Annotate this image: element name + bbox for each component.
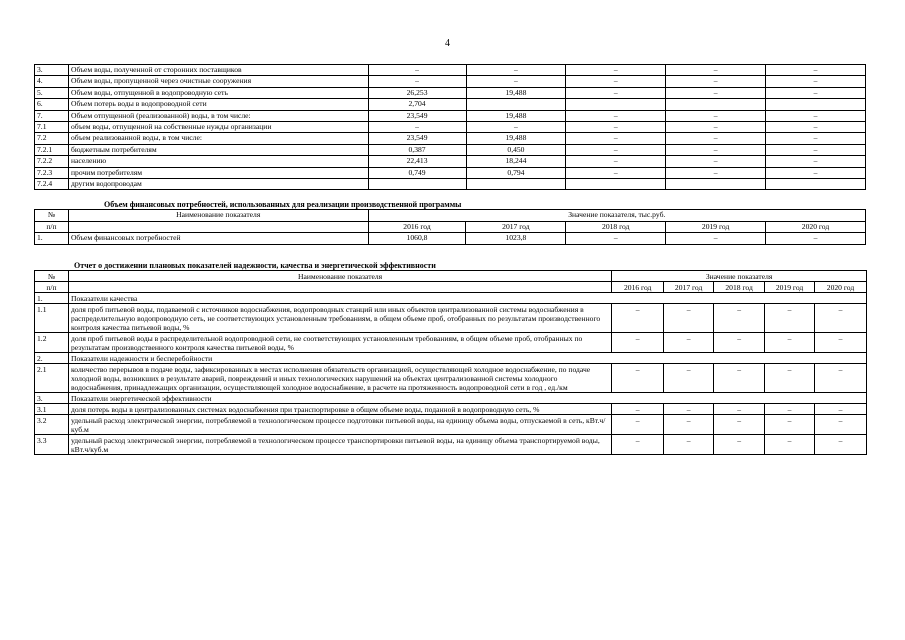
row-value — [666, 99, 766, 110]
row-value: – — [666, 87, 766, 98]
row-value: 23,549 — [368, 110, 466, 121]
row-value: – — [664, 304, 714, 333]
row-value: – — [666, 121, 766, 132]
row-number: 7.2.4 — [35, 178, 69, 189]
row-value: – — [766, 156, 866, 167]
row-value: – — [666, 110, 766, 121]
row-value: – — [714, 364, 765, 393]
row-value: – — [815, 364, 867, 393]
row-value — [766, 99, 866, 110]
year-header: 2019 год — [666, 221, 766, 233]
row-value: – — [566, 144, 666, 155]
report-header-row — [35, 271, 867, 282]
row-value: – — [766, 65, 866, 76]
row-value: 19,488 — [466, 87, 566, 98]
row-value: – — [765, 364, 815, 393]
table-row — [35, 435, 867, 455]
row-name: населению — [68, 156, 368, 167]
row-value: 0,794 — [466, 167, 566, 178]
row-value: – — [664, 415, 714, 435]
row-name: Объем воды, отпущенной в водопроводную сеть — [68, 87, 368, 98]
year-header: 2020 год — [815, 282, 867, 293]
table-row — [35, 364, 867, 393]
year-header: 2016 год — [612, 282, 664, 293]
row-value: – — [566, 233, 666, 245]
col-num-header: № — [35, 271, 69, 282]
row-value: – — [765, 415, 815, 435]
table-row — [35, 144, 866, 155]
table-row — [35, 353, 867, 364]
table-row — [35, 393, 867, 404]
row-value: 23,549 — [368, 133, 466, 144]
row-value: – — [815, 435, 867, 455]
row-value: – — [765, 435, 815, 455]
row-value: – — [714, 415, 765, 435]
col-name-header: Наименование показателя — [68, 210, 368, 222]
row-value: – — [664, 435, 714, 455]
row-name: удельный расход электрической энергии, потребляемой в технологическом процессе подготовки питьевой воды, на единицу объема воды, отпускаемой в сеть, кВт.ч/куб.м — [68, 415, 611, 435]
section-heading: Показатели энергетической эффективности — [68, 393, 866, 404]
row-value: – — [612, 304, 664, 333]
row-name: доля потерь воды в централизованных системах водоснабжения при транспортировке в общем объеме воды, поданной в водопроводную сеть, % — [68, 404, 611, 415]
row-value: – — [766, 110, 866, 121]
row-value: – — [765, 333, 815, 353]
row-value: – — [566, 133, 666, 144]
row-value: – — [666, 133, 766, 144]
row-value: – — [612, 364, 664, 393]
page-number: 4 — [445, 38, 450, 49]
row-value: 0,450 — [466, 144, 566, 155]
row-number: 7.2.1 — [35, 144, 69, 155]
row-value: – — [666, 76, 766, 87]
row-number: 5. — [35, 87, 69, 98]
row-name: объем реализованной воды, в том числе: — [68, 133, 368, 144]
table-row — [35, 167, 866, 178]
row-value: – — [666, 167, 766, 178]
row-value: – — [368, 65, 466, 76]
row-value: – — [714, 404, 765, 415]
table-row — [35, 293, 867, 304]
row-value: – — [368, 76, 466, 87]
year-header: 2017 год — [466, 221, 566, 233]
table-row — [35, 304, 867, 333]
row-value: – — [765, 304, 815, 333]
col-value-header: Значение показателя — [612, 271, 867, 282]
finance-table — [34, 209, 866, 245]
row-value: – — [766, 76, 866, 87]
row-value: 0,749 — [368, 167, 466, 178]
row-number: 7.1 — [35, 121, 69, 132]
row-number: 2.1 — [35, 364, 69, 393]
blank-cell — [68, 282, 611, 293]
col-num-header: № — [35, 210, 69, 222]
row-value: – — [766, 133, 866, 144]
row-value: – — [466, 121, 566, 132]
row-value: 18,244 — [466, 156, 566, 167]
row-value: 1023,8 — [466, 233, 566, 245]
row-number: 7.2 — [35, 133, 69, 144]
row-number: 7.2.2 — [35, 156, 69, 167]
row-name: Объем отпущенной (реализованной) воды, в том числе: — [68, 110, 368, 121]
row-value: – — [766, 144, 866, 155]
year-header: 2017 год — [664, 282, 714, 293]
row-value: – — [666, 144, 766, 155]
row-value: – — [612, 404, 664, 415]
row-number: 7. — [35, 110, 69, 121]
table-row — [35, 76, 866, 87]
row-value: – — [666, 156, 766, 167]
col-num2-header: п/п — [35, 221, 69, 233]
table-row — [35, 99, 866, 110]
row-number: 3. — [35, 65, 69, 76]
row-value: – — [815, 404, 867, 415]
row-value: – — [566, 76, 666, 87]
row-value: – — [566, 121, 666, 132]
row-number: 1. — [35, 293, 69, 304]
row-value: 1060,8 — [368, 233, 466, 245]
row-name: Объем финансовых потребностей — [68, 233, 368, 245]
row-number: 3.3 — [35, 435, 69, 455]
row-value: – — [815, 304, 867, 333]
year-header: 2016 год — [368, 221, 466, 233]
row-value: – — [566, 167, 666, 178]
row-value: – — [666, 65, 766, 76]
row-name: Объем воды, пропущенной через очистные сооружения — [68, 76, 368, 87]
row-number: 3.2 — [35, 415, 69, 435]
year-header: 2018 год — [714, 282, 765, 293]
row-number: 1.2 — [35, 333, 69, 353]
report-years-row — [35, 282, 867, 293]
row-value: 19,488 — [466, 133, 566, 144]
row-value: – — [664, 404, 714, 415]
row-name: доля проб питьевой воды в распределительной водопроводной сети, не соответствующих установленным требованиям, в общем объеме проб, отобранных по результатам производственного контроля качества питьевой воды, % — [68, 333, 611, 353]
row-number: 1.1 — [35, 304, 69, 333]
row-name: количество перерывов в подаче воды, зафиксированных в местах исполнения обязательств организацией, осуществляющей холодное водоснабжение, по подаче холодной воды, возникших в результате аварий, повреждений и иных технологических нарушений на объектах централизованной системы холодного водоснабжения, принадлежащих организации, осуществляющей холодное водоснабжение, в расчете на протяженность водопроводной сети в год , ед./км — [68, 364, 611, 393]
row-value — [368, 178, 466, 189]
row-value: – — [612, 333, 664, 353]
table-row — [35, 121, 866, 132]
row-number: 3. — [35, 393, 69, 404]
row-value — [666, 178, 766, 189]
table-row — [35, 156, 866, 167]
row-value: – — [766, 87, 866, 98]
table-row — [35, 333, 867, 353]
row-value: – — [815, 333, 867, 353]
row-value: – — [566, 87, 666, 98]
row-number: 7.2.3 — [35, 167, 69, 178]
year-header: 2019 год — [765, 282, 815, 293]
table-row — [35, 110, 866, 121]
row-value: – — [766, 233, 866, 245]
row-value: – — [714, 435, 765, 455]
row-value — [466, 178, 566, 189]
year-header: 2018 год — [566, 221, 666, 233]
row-number: 3.1 — [35, 404, 69, 415]
row-number: 2. — [35, 353, 69, 364]
row-value: – — [666, 233, 766, 245]
row-value: 19,488 — [466, 110, 566, 121]
row-name: прочим потребителям — [68, 167, 368, 178]
table-row — [35, 404, 867, 415]
year-header: 2020 год — [766, 221, 866, 233]
row-value: – — [466, 65, 566, 76]
row-value: 26,253 — [368, 87, 466, 98]
row-value — [566, 178, 666, 189]
table-row — [35, 415, 867, 435]
row-name: Объем воды, полученной от сторонних поставщиков — [68, 65, 368, 76]
row-value: – — [815, 415, 867, 435]
row-value: – — [714, 304, 765, 333]
row-value: – — [766, 167, 866, 178]
row-value — [466, 99, 566, 110]
finance-header-row — [35, 210, 866, 222]
row-value: – — [612, 435, 664, 455]
row-value: – — [566, 110, 666, 121]
finance-title: Объем финансовых потребностей, использованных для реализации производственной программы — [104, 200, 462, 209]
row-name: Объем потерь воды в водопроводной сети — [68, 99, 368, 110]
row-value: – — [664, 333, 714, 353]
section-heading: Показатели надежности и бесперебойности — [68, 353, 866, 364]
row-value: 22,413 — [368, 156, 466, 167]
table-row — [35, 133, 866, 144]
table-row — [35, 65, 866, 76]
row-value: – — [566, 65, 666, 76]
row-value: – — [664, 364, 714, 393]
section-heading: Показатели качества — [68, 293, 866, 304]
col-num2-header: п/п — [35, 282, 69, 293]
row-value: 2,704 — [368, 99, 466, 110]
row-value: – — [714, 333, 765, 353]
row-name: удельный расход электрической энергии, потребляемой в технологическом процессе транспортировки питьевой воды, на единицу объема транспортируемой воды, кВт.ч/куб.м — [68, 435, 611, 455]
report-table — [34, 270, 867, 455]
row-value — [566, 99, 666, 110]
finance-years-row — [35, 221, 866, 233]
table-row — [35, 178, 866, 189]
table-row — [35, 87, 866, 98]
row-value: – — [466, 76, 566, 87]
row-number: 1. — [35, 233, 69, 245]
row-name: бюджетным потребителям — [68, 144, 368, 155]
row-name: доля проб питьевой воды, подаваемой с источников водоснабжения, водопроводных станций или иных объектов централизованной системы водоснабжения в распределительную водопроводную сеть, не соответствующих установленным требованиям, в общем объеме проб, отобранных по результатам производственного контроля качества питьевой воды, % — [68, 304, 611, 333]
row-value: – — [766, 121, 866, 132]
row-value: – — [368, 121, 466, 132]
row-name: объем воды, отпущенной на собственные нужды организации — [68, 121, 368, 132]
row-name: другим водопроводам — [68, 178, 368, 189]
row-number: 4. — [35, 76, 69, 87]
row-number: 6. — [35, 99, 69, 110]
row-value: – — [765, 404, 815, 415]
finance-data-row — [35, 233, 866, 245]
row-value: – — [566, 156, 666, 167]
row-value — [766, 178, 866, 189]
blank-cell — [68, 221, 368, 233]
row-value: 0,387 — [368, 144, 466, 155]
row-value: – — [612, 415, 664, 435]
water-volume-table — [34, 64, 866, 190]
report-title: Отчет о достижении плановых показателей надежности, качества и энергетической эффективности — [74, 261, 436, 270]
col-value-header: Значение показателя, тыс.руб. — [368, 210, 865, 222]
col-name-header: Наименование показателя — [68, 271, 611, 282]
